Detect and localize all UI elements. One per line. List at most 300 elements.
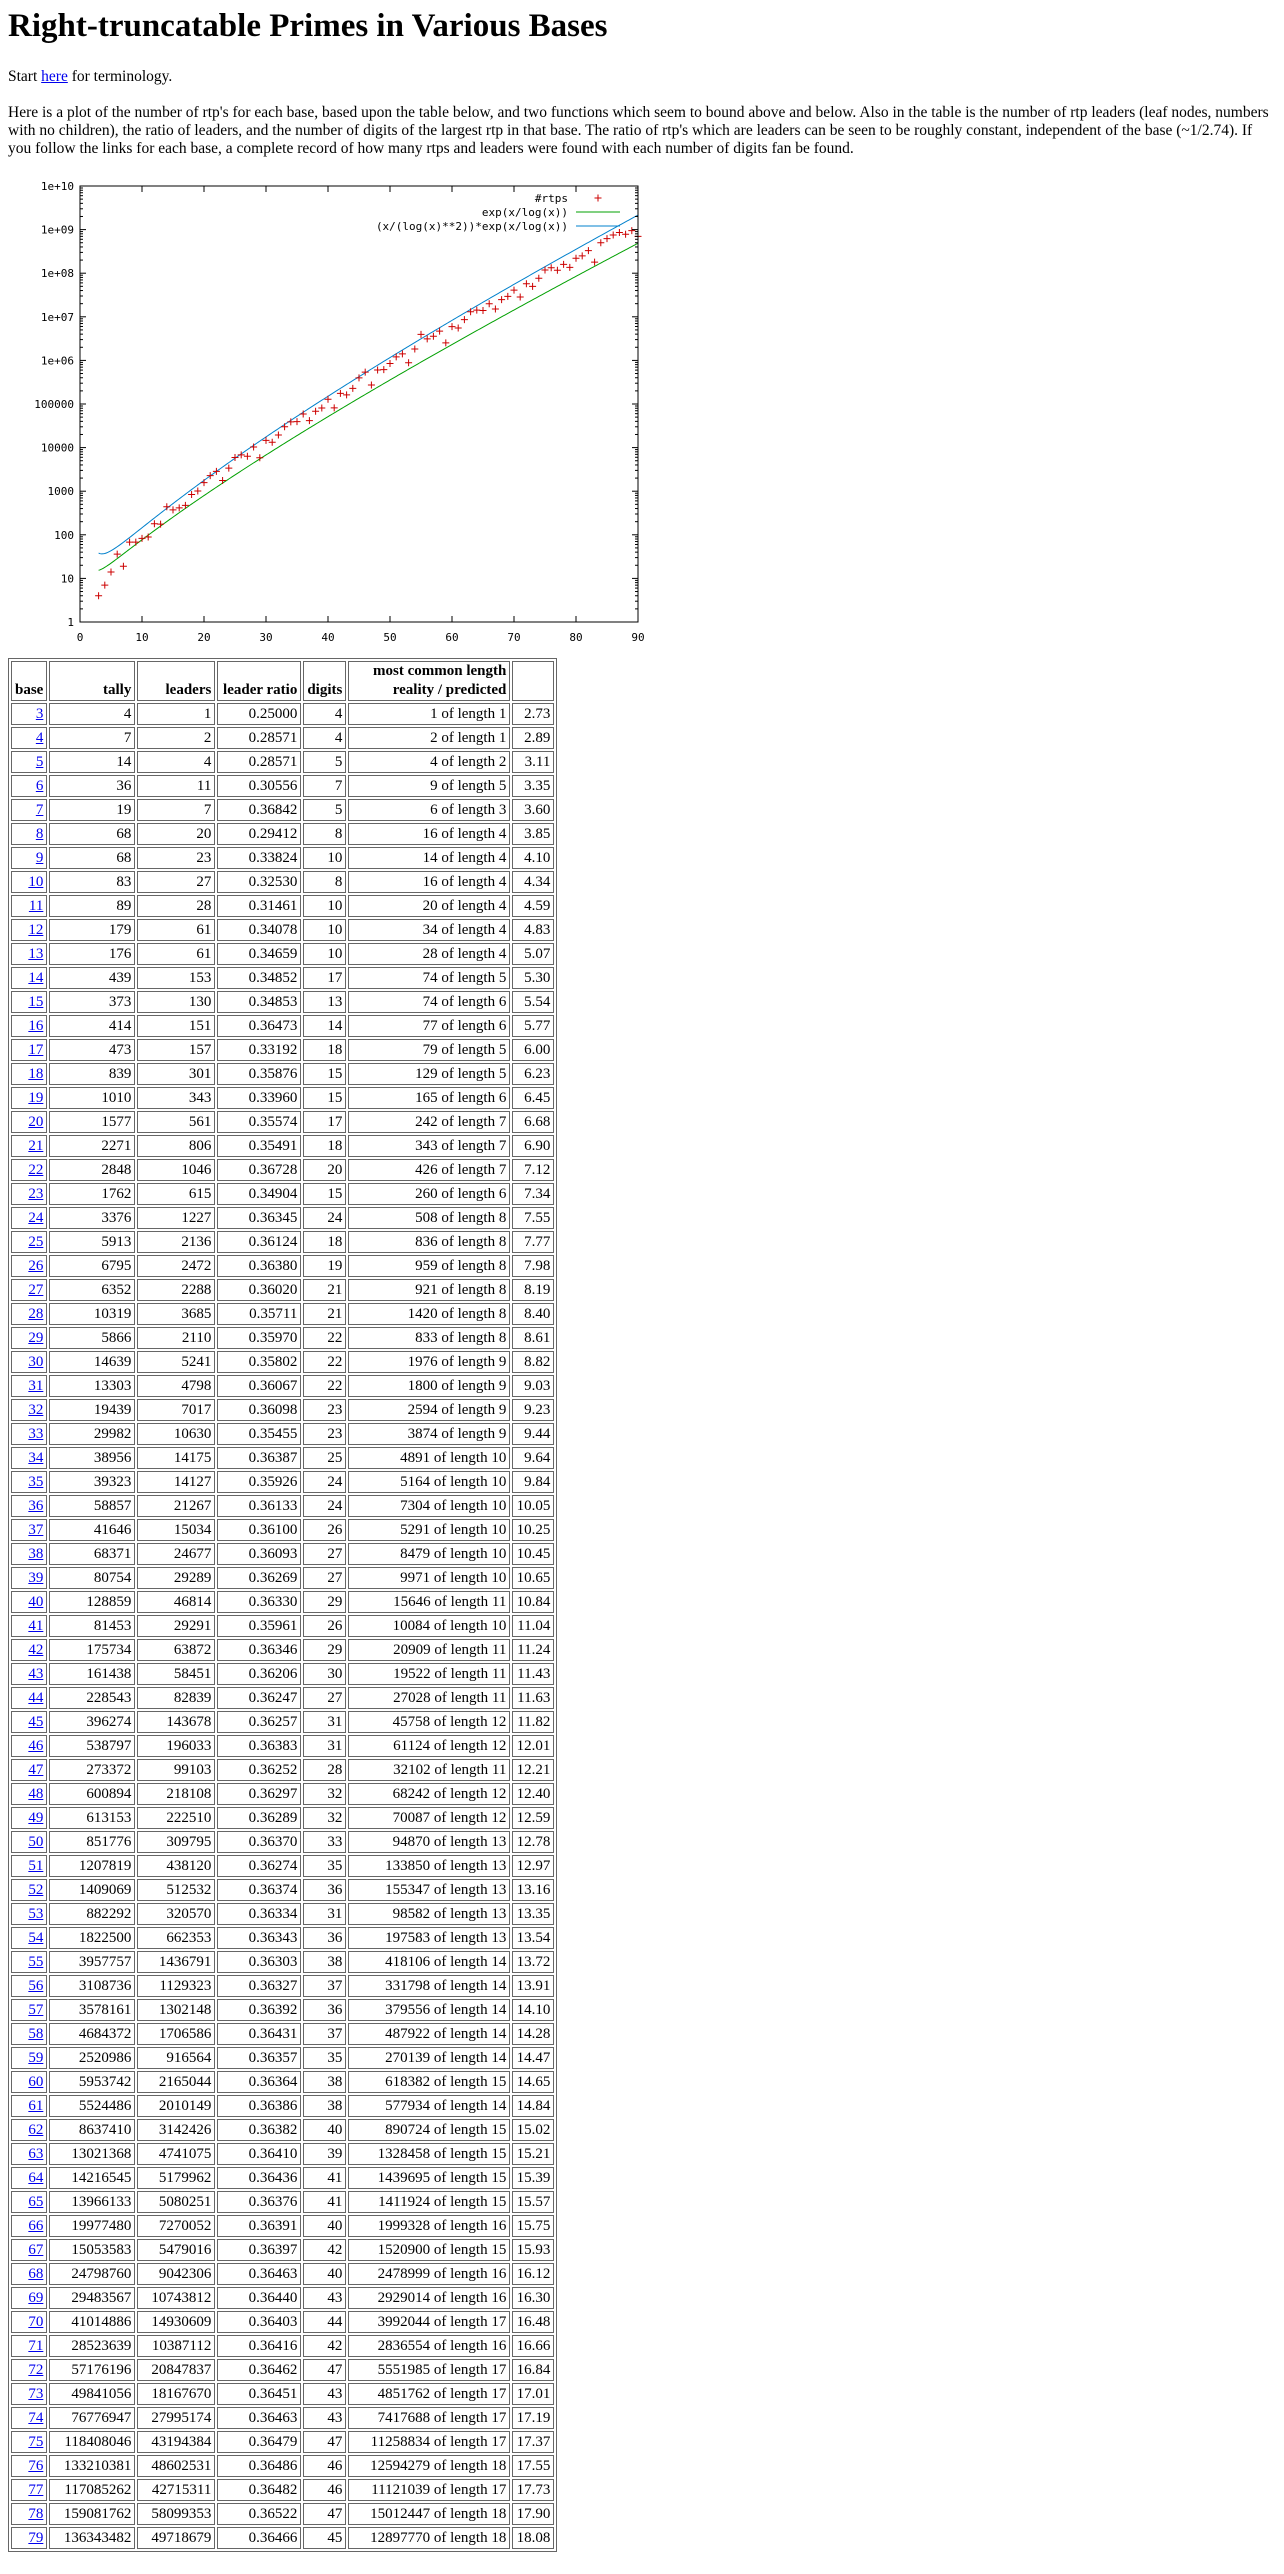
- cell-digits: 10: [303, 943, 346, 965]
- base-link[interactable]: 59: [28, 2049, 44, 2066]
- base-link[interactable]: 15: [28, 993, 44, 1010]
- base-link[interactable]: 70: [28, 2313, 44, 2330]
- cell-predicted: 5.30: [512, 967, 554, 989]
- base-link[interactable]: 55: [28, 1953, 44, 1970]
- table-row: [11, 2023, 554, 2045]
- table-row: [11, 919, 554, 941]
- cell-base: [11, 799, 47, 821]
- cell-predicted: 10.65: [512, 1567, 554, 1589]
- base-link[interactable]: 71: [28, 2337, 44, 2354]
- cell-digits: 38: [303, 2071, 346, 2093]
- cell-ratio: 0.36436: [217, 2167, 301, 2189]
- cell-base: [11, 775, 47, 797]
- base-link[interactable]: 28: [28, 1305, 44, 1322]
- cell-base: [11, 1903, 47, 1925]
- cell-digits: 31: [303, 1735, 346, 1757]
- base-link[interactable]: 9: [35, 849, 44, 866]
- base-link[interactable]: 42: [28, 1641, 44, 1658]
- cell-ratio: 0.36842: [217, 799, 301, 821]
- cell-tally: 373: [49, 991, 135, 1013]
- cell-base: [11, 1735, 47, 1757]
- data-point: [535, 275, 542, 282]
- cell-common: 28 of length 4: [348, 943, 510, 965]
- cell-tally: 613153: [49, 1807, 135, 1829]
- cell-base: [11, 2047, 47, 2069]
- cell-predicted: 15.39: [512, 2167, 554, 2189]
- cell-digits: 19: [303, 1255, 346, 1277]
- cell-common: 16 of length 4: [348, 823, 510, 845]
- base-link[interactable]: 38: [28, 1545, 44, 1562]
- cell-digits: 38: [303, 2095, 346, 2117]
- cell-tally: 80754: [49, 1567, 135, 1589]
- cell-predicted: 7.34: [512, 1183, 554, 1205]
- base-link[interactable]: 16: [28, 1017, 44, 1034]
- base-link[interactable]: 77: [28, 2481, 44, 2498]
- x-tick-label: 20: [197, 631, 211, 644]
- table-row: [11, 2047, 554, 2069]
- base-link[interactable]: 53: [28, 1905, 44, 1922]
- cell-tally: 159081762: [49, 2503, 135, 2525]
- table-row: [11, 1039, 554, 1061]
- base-link[interactable]: 67: [28, 2241, 44, 2258]
- cell-leaders: 1046: [137, 1159, 215, 1181]
- data-point: [275, 432, 282, 439]
- cell-common: 10084 of length 10: [348, 1615, 510, 1637]
- base-link[interactable]: 37: [28, 1521, 44, 1538]
- data-point: [368, 381, 375, 388]
- data-point: [318, 405, 325, 412]
- cell-base: [11, 1471, 47, 1493]
- base-link[interactable]: 39: [28, 1569, 44, 1586]
- cell-predicted: 11.63: [512, 1687, 554, 1709]
- base-link[interactable]: 5: [35, 753, 44, 770]
- base-link[interactable]: 12: [28, 921, 44, 938]
- cell-predicted: 11.43: [512, 1663, 554, 1685]
- cell-base: [11, 1303, 47, 1325]
- base-link[interactable]: 43: [28, 1665, 44, 1682]
- cell-leaders: 48602531: [137, 2455, 215, 2477]
- cell-predicted: 6.23: [512, 1063, 554, 1085]
- cell-leaders: 309795: [137, 1831, 215, 1853]
- base-link[interactable]: 19: [28, 1089, 44, 1106]
- cell-leaders: 157: [137, 1039, 215, 1061]
- cell-leaders: 1302148: [137, 1999, 215, 2021]
- cell-base: [11, 1231, 47, 1253]
- cell-ratio: 0.36327: [217, 1975, 301, 1997]
- cell-base: [11, 1015, 47, 1037]
- cell-tally: 15053583: [49, 2239, 135, 2261]
- base-link[interactable]: 30: [28, 1353, 44, 1370]
- base-link[interactable]: 27: [28, 1281, 44, 1298]
- base-link[interactable]: 26: [28, 1257, 44, 1274]
- cell-predicted: 2.73: [512, 703, 554, 725]
- table-row: [11, 1351, 554, 1373]
- cell-tally: 41646: [49, 1519, 135, 1541]
- cell-common: 379556 of length 14: [348, 1999, 510, 2021]
- data-point: [312, 408, 319, 415]
- base-link[interactable]: 4: [35, 729, 44, 746]
- data-point: [511, 287, 518, 294]
- base-link[interactable]: 51: [28, 1857, 44, 1874]
- cell-digits: 43: [303, 2287, 346, 2309]
- base-link[interactable]: 20: [28, 1113, 44, 1130]
- table-row: [11, 1087, 554, 1109]
- base-link[interactable]: 54: [28, 1929, 44, 1946]
- data-point: [374, 367, 381, 374]
- cell-digits: 30: [303, 1663, 346, 1685]
- cell-ratio: 0.36431: [217, 2023, 301, 2045]
- table-row: [11, 2263, 554, 2285]
- cell-tally: 38956: [49, 1447, 135, 1469]
- base-link[interactable]: 7: [35, 801, 44, 818]
- data-point: [529, 283, 536, 290]
- cell-common: 1999328 of length 16: [348, 2215, 510, 2237]
- table-row: [11, 1063, 554, 1085]
- cell-digits: 4: [303, 703, 346, 725]
- cell-base: [11, 1975, 47, 1997]
- legend-label: #rtps: [534, 192, 568, 205]
- data-point: [331, 404, 338, 411]
- cell-common: 2478999 of length 16: [348, 2263, 510, 2285]
- base-link[interactable]: 22: [28, 1161, 44, 1178]
- base-link[interactable]: 21: [28, 1137, 44, 1154]
- cell-tally: 36: [49, 775, 135, 797]
- base-link[interactable]: 49: [28, 1809, 44, 1826]
- cell-predicted: 10.45: [512, 1543, 554, 1565]
- cell-digits: 26: [303, 1615, 346, 1637]
- data-point: [219, 477, 226, 484]
- cell-common: 16 of length 4: [348, 871, 510, 893]
- cell-base: [11, 1207, 47, 1229]
- base-link[interactable]: 10: [28, 873, 44, 890]
- base-link[interactable]: 36: [28, 1497, 44, 1514]
- cell-ratio: 0.36386: [217, 2095, 301, 2117]
- base-link[interactable]: 40: [28, 1593, 44, 1610]
- cell-ratio: 0.36463: [217, 2263, 301, 2285]
- base-link[interactable]: 52: [28, 1881, 44, 1898]
- y-tick-label: 10000: [40, 441, 74, 455]
- base-link[interactable]: 14: [28, 969, 44, 986]
- base-link[interactable]: 68: [28, 2265, 44, 2282]
- cell-predicted: 11.82: [512, 1711, 554, 1733]
- cell-tally: 13303: [49, 1375, 135, 1397]
- base-link[interactable]: 47: [28, 1761, 44, 1778]
- cell-predicted: 7.77: [512, 1231, 554, 1253]
- cell-leaders: 343: [137, 1087, 215, 1109]
- base-link[interactable]: 23: [28, 1185, 44, 1202]
- cell-common: 836 of length 8: [348, 1231, 510, 1253]
- cell-common: 11121039 of length 17: [348, 2479, 510, 2501]
- y-tick-label: 10: [60, 572, 74, 586]
- base-link[interactable]: 79: [28, 2529, 44, 2546]
- cell-predicted: 13.72: [512, 1951, 554, 1973]
- cell-predicted: 8.61: [512, 1327, 554, 1349]
- cell-common: 7304 of length 10: [348, 1495, 510, 1517]
- cell-digits: 39: [303, 2143, 346, 2165]
- cell-digits: 36: [303, 1999, 346, 2021]
- table-row: [11, 1111, 554, 1133]
- cell-predicted: 12.21: [512, 1759, 554, 1781]
- cell-ratio: 0.36462: [217, 2359, 301, 2381]
- cell-leaders: 27995174: [137, 2407, 215, 2429]
- base-link[interactable]: 17: [28, 1041, 44, 1058]
- base-link[interactable]: 13: [28, 945, 44, 962]
- base-link[interactable]: 45: [28, 1713, 44, 1730]
- cell-base: [11, 2191, 47, 2213]
- base-link[interactable]: 34: [28, 1449, 44, 1466]
- header-tally: tally: [49, 661, 135, 701]
- cell-predicted: 12.40: [512, 1783, 554, 1805]
- base-link[interactable]: 35: [28, 1473, 44, 1490]
- cell-common: 20909 of length 11: [348, 1639, 510, 1661]
- cell-digits: 10: [303, 847, 346, 869]
- data-point: [213, 468, 220, 475]
- base-link[interactable]: 56: [28, 1977, 44, 1994]
- cell-common: 15646 of length 11: [348, 1591, 510, 1613]
- base-link[interactable]: 64: [28, 2169, 44, 2186]
- cell-ratio: 0.36392: [217, 1999, 301, 2021]
- y-tick-label: 1e+09: [40, 223, 74, 237]
- data-point: [610, 232, 617, 239]
- cell-ratio: 0.36133: [217, 1495, 301, 1517]
- cell-common: 7417688 of length 17: [348, 2407, 510, 2429]
- base-link[interactable]: 18: [28, 1065, 44, 1082]
- cell-tally: 600894: [49, 1783, 135, 1805]
- cell-predicted: 17.55: [512, 2455, 554, 2477]
- base-link[interactable]: 76: [28, 2457, 44, 2474]
- table-row: [11, 1423, 554, 1445]
- cell-common: 20 of length 4: [348, 895, 510, 917]
- base-link[interactable]: 6: [35, 777, 44, 794]
- header-predicted: [512, 661, 554, 701]
- base-link[interactable]: 66: [28, 2217, 44, 2234]
- cell-common: 70087 of length 12: [348, 1807, 510, 1829]
- base-link[interactable]: 72: [28, 2361, 44, 2378]
- cell-predicted: 11.04: [512, 1615, 554, 1637]
- cell-predicted: 6.68: [512, 1111, 554, 1133]
- cell-ratio: 0.34078: [217, 919, 301, 941]
- cell-common: 9 of length 5: [348, 775, 510, 797]
- base-link[interactable]: 62: [28, 2121, 44, 2138]
- cell-leaders: 4741075: [137, 2143, 215, 2165]
- cell-base: [11, 1279, 47, 1301]
- cell-common: 418106 of length 14: [348, 1951, 510, 1973]
- cell-predicted: 14.28: [512, 2023, 554, 2045]
- x-tick-label: 30: [259, 631, 273, 644]
- base-link[interactable]: 63: [28, 2145, 44, 2162]
- base-link[interactable]: 44: [28, 1689, 44, 1706]
- cell-common: 98582 of length 13: [348, 1903, 510, 1925]
- cell-predicted: 5.54: [512, 991, 554, 1013]
- cell-tally: 13966133: [49, 2191, 135, 2213]
- cell-leaders: 2136: [137, 1231, 215, 1253]
- cell-tally: 5953742: [49, 2071, 135, 2093]
- data-point: [343, 391, 350, 398]
- cell-leaders: 43194384: [137, 2431, 215, 2453]
- data-point: [132, 539, 139, 546]
- data-point: [300, 411, 307, 418]
- cell-leaders: 23: [137, 847, 215, 869]
- table-row: [11, 1711, 554, 1733]
- cell-leaders: 14175: [137, 1447, 215, 1469]
- base-link[interactable]: 41: [28, 1617, 44, 1634]
- base-link[interactable]: 3: [35, 705, 44, 722]
- base-link[interactable]: 11: [28, 897, 44, 914]
- cell-digits: 36: [303, 1927, 346, 1949]
- cell-predicted: 12.78: [512, 1831, 554, 1853]
- cell-leaders: 61: [137, 943, 215, 965]
- data-point: [145, 534, 152, 541]
- cell-ratio: 0.36247: [217, 1687, 301, 1709]
- cell-common: 4851762 of length 17: [348, 2383, 510, 2405]
- cell-tally: 473: [49, 1039, 135, 1061]
- page: [0, 6, 1284, 2552]
- cell-base: [11, 1447, 47, 1469]
- cell-tally: 68371: [49, 1543, 135, 1565]
- table-row: [11, 727, 554, 749]
- cell-common: 1439695 of length 15: [348, 2167, 510, 2189]
- cell-leaders: 222510: [137, 1807, 215, 1829]
- cell-ratio: 0.35491: [217, 1135, 301, 1157]
- cell-tally: 117085262: [49, 2479, 135, 2501]
- base-link[interactable]: 75: [28, 2433, 44, 2450]
- table-row: [11, 2431, 554, 2453]
- cell-leaders: 61: [137, 919, 215, 941]
- table-row: [11, 1159, 554, 1181]
- cell-ratio: 0.36380: [217, 1255, 301, 1277]
- cell-predicted: 17.73: [512, 2479, 554, 2501]
- base-link[interactable]: 61: [28, 2097, 44, 2114]
- cell-ratio: 0.36330: [217, 1591, 301, 1613]
- data-point: [108, 569, 115, 576]
- cell-base: [11, 1327, 47, 1349]
- cell-leaders: 143678: [137, 1711, 215, 1733]
- data-point: [560, 261, 567, 268]
- cell-base: [11, 1039, 47, 1061]
- cell-tally: 10319: [49, 1303, 135, 1325]
- cell-leaders: 14127: [137, 1471, 215, 1493]
- data-point: [604, 235, 611, 242]
- y-tick-label: 100000: [34, 398, 74, 411]
- cell-base: [11, 2263, 47, 2285]
- cell-common: 8479 of length 10: [348, 1543, 510, 1565]
- cell-tally: 5913: [49, 1231, 135, 1253]
- table-row: [11, 1399, 554, 1421]
- cell-predicted: 15.57: [512, 2191, 554, 2213]
- cell-digits: 29: [303, 1639, 346, 1661]
- x-tick-label: 70: [507, 631, 521, 644]
- base-link[interactable]: 48: [28, 1785, 44, 1802]
- base-link[interactable]: 69: [28, 2289, 44, 2306]
- table-row: [11, 1447, 554, 1469]
- base-link[interactable]: 78: [28, 2505, 44, 2522]
- cell-digits: 5: [303, 799, 346, 821]
- cell-leaders: 561: [137, 1111, 215, 1133]
- cell-digits: 14: [303, 1015, 346, 1037]
- cell-common: 34 of length 4: [348, 919, 510, 941]
- cell-ratio: 0.36479: [217, 2431, 301, 2453]
- cell-common: 1800 of length 9: [348, 1375, 510, 1397]
- base-link[interactable]: 33: [28, 1425, 44, 1442]
- cell-base: [11, 2023, 47, 2045]
- base-link[interactable]: 60: [28, 2073, 44, 2090]
- cell-common: 3874 of length 9: [348, 1423, 510, 1445]
- cell-common: 833 of length 8: [348, 1327, 510, 1349]
- cell-tally: 29483567: [49, 2287, 135, 2309]
- cell-predicted: 13.35: [512, 1903, 554, 1925]
- cell-tally: 29982: [49, 1423, 135, 1445]
- cell-tally: 128859: [49, 1591, 135, 1613]
- cell-digits: 5: [303, 751, 346, 773]
- base-link[interactable]: 57: [28, 2001, 44, 2018]
- base-link[interactable]: 46: [28, 1737, 44, 1754]
- data-point: [449, 323, 456, 330]
- cell-leaders: 58451: [137, 1663, 215, 1685]
- base-link[interactable]: 50: [28, 1833, 44, 1850]
- data-point: [517, 293, 524, 300]
- table-row: [11, 1015, 554, 1037]
- cell-ratio: 0.35970: [217, 1327, 301, 1349]
- cell-ratio: 0.36397: [217, 2239, 301, 2261]
- cell-leaders: 63872: [137, 1639, 215, 1661]
- cell-base: [11, 919, 47, 941]
- base-link[interactable]: 29: [28, 1329, 44, 1346]
- data-point: [548, 264, 555, 271]
- base-link[interactable]: 65: [28, 2193, 44, 2210]
- cell-predicted: 17.19: [512, 2407, 554, 2429]
- cell-ratio: 0.36370: [217, 1831, 301, 1853]
- cell-tally: 1577: [49, 1111, 135, 1133]
- cell-digits: 24: [303, 1495, 346, 1517]
- cell-ratio: 0.36269: [217, 1567, 301, 1589]
- base-link[interactable]: 58: [28, 2025, 44, 2042]
- base-link[interactable]: 31: [28, 1377, 44, 1394]
- base-link[interactable]: 24: [28, 1209, 44, 1226]
- cell-base: [11, 991, 47, 1013]
- cell-common: 165 of length 6: [348, 1087, 510, 1109]
- table-row: [11, 2239, 554, 2261]
- cell-base: [11, 1759, 47, 1781]
- cell-tally: 19: [49, 799, 135, 821]
- cell-digits: 25: [303, 1447, 346, 1469]
- base-link[interactable]: 73: [28, 2385, 44, 2402]
- cell-common: 890724 of length 15: [348, 2119, 510, 2141]
- cell-tally: 1207819: [49, 1855, 135, 1877]
- cell-predicted: 8.40: [512, 1303, 554, 1325]
- table-row: [11, 1927, 554, 1949]
- cell-common: 577934 of length 14: [348, 2095, 510, 2117]
- data-point: [566, 264, 573, 271]
- base-link[interactable]: 25: [28, 1233, 44, 1250]
- cell-tally: 24798760: [49, 2263, 135, 2285]
- cell-leaders: 24677: [137, 1543, 215, 1565]
- data-point: [306, 417, 313, 424]
- cell-predicted: 10.25: [512, 1519, 554, 1541]
- cell-common: 11258834 of length 17: [348, 2431, 510, 2453]
- cell-leaders: 20847837: [137, 2359, 215, 2381]
- cell-tally: 179: [49, 919, 135, 941]
- cell-predicted: 13.54: [512, 1927, 554, 1949]
- base-link[interactable]: 8: [35, 825, 44, 842]
- cell-tally: 851776: [49, 1831, 135, 1853]
- cell-leaders: 10387112: [137, 2335, 215, 2357]
- terminology-link[interactable]: here: [41, 68, 68, 85]
- base-link[interactable]: 32: [28, 1401, 44, 1418]
- cell-common: 155347 of length 13: [348, 1879, 510, 1901]
- base-link[interactable]: 74: [28, 2409, 44, 2426]
- cell-common: 508 of length 8: [348, 1207, 510, 1229]
- cell-ratio: 0.36451: [217, 2383, 301, 2405]
